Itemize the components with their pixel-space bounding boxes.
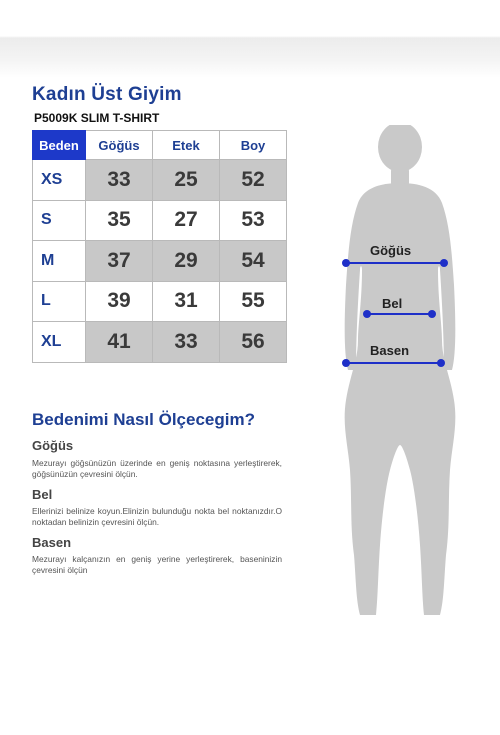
header-boy: Boy (220, 131, 287, 160)
table-row (33, 281, 287, 322)
chest-left-dot (342, 259, 350, 267)
hip-description: Mezurayı kalçanızın en geniş yerine yerleştirerek, baseninizin çevresini ölçün (32, 554, 282, 575)
size-label: L (33, 281, 86, 322)
size-table (32, 130, 287, 363)
howto-title: Bedenimi Nasıl Ölçecegim? (32, 410, 255, 429)
hip-label: Basen (370, 343, 410, 358)
boy-value: 54 (220, 241, 287, 282)
etek-value: 33 (153, 322, 220, 363)
size-label: M (33, 241, 86, 282)
table-row (33, 200, 287, 241)
header-etek: Etek (153, 131, 220, 160)
waist-heading: Bel (32, 487, 53, 502)
waist-left-dot (363, 310, 371, 318)
hip-right-dot (437, 359, 445, 367)
size-label: XL (33, 322, 86, 363)
etek-value: 25 (153, 160, 220, 201)
etek-value: 31 (153, 281, 220, 322)
waist-right-dot (428, 310, 436, 318)
gogus-value: 37 (86, 241, 153, 282)
hip-left-dot (342, 359, 350, 367)
header-gogus: Göğüs (86, 131, 153, 160)
waist-label: Bel (382, 296, 403, 311)
chest-right-dot (440, 259, 448, 267)
boy-value: 53 (220, 200, 287, 241)
chest-description: Mezurayı göğsünüzün üzerinde en geniş noktasına yerleştirerek, göğsünüzün çevresini ölçün. (32, 458, 282, 479)
size-label: XS (33, 160, 86, 201)
gogus-value: 33 (86, 160, 153, 201)
hip-heading: Basen (32, 535, 72, 550)
body-silhouette (320, 125, 480, 620)
etek-value: 27 (153, 200, 220, 241)
etek-value: 29 (153, 241, 220, 282)
product-code: P5009K SLIM T-SHIRT (34, 111, 160, 125)
table-row (33, 241, 287, 282)
gogus-value: 41 (86, 322, 153, 363)
gogus-value: 35 (86, 200, 153, 241)
size-label: S (33, 200, 86, 241)
chest-label: Göğüs (370, 243, 412, 258)
top-banner (0, 0, 500, 78)
boy-value: 52 (220, 160, 287, 201)
body-figure (320, 125, 480, 625)
chest-heading: Göğüs (32, 438, 74, 453)
boy-value: 55 (220, 281, 287, 322)
header-beden: Beden (33, 131, 86, 160)
boy-value: 56 (220, 322, 287, 363)
page-title: Kadın Üst Giyim (32, 84, 182, 105)
table-row (33, 322, 287, 363)
table-header-row (33, 131, 287, 160)
waist-description: Ellerinizi belinize koyun.Elinizin bulunduğu nokta bel noktanızdır.O noktadan belinizin çevresini ölçün. (32, 506, 282, 527)
gogus-value: 39 (86, 281, 153, 322)
table-row (33, 160, 287, 201)
